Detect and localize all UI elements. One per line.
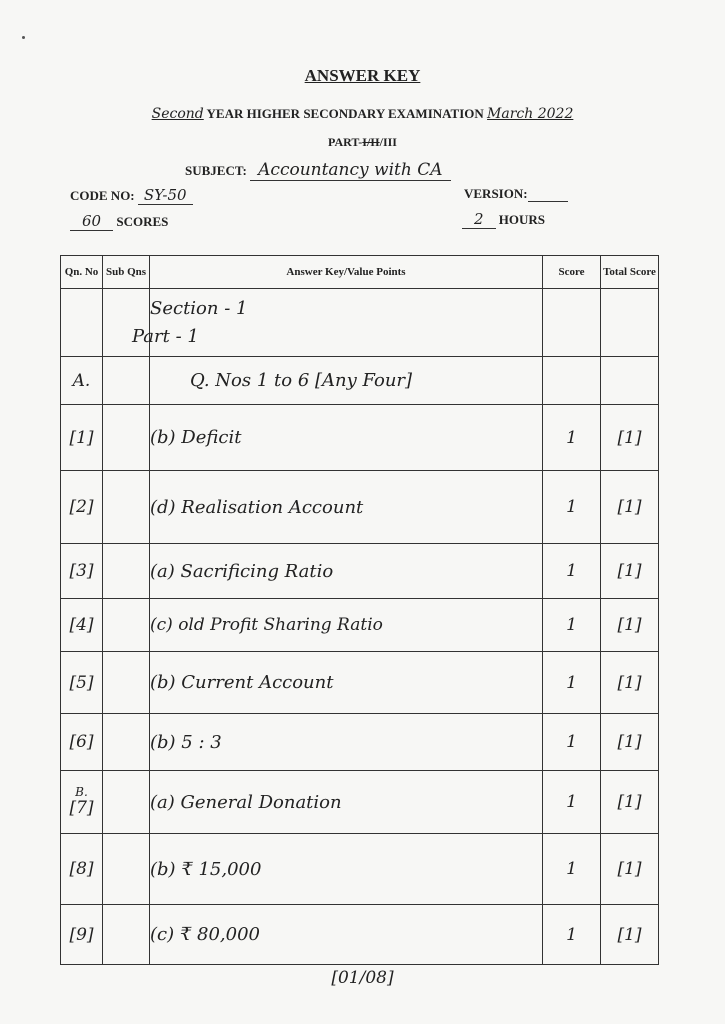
group-b-label: B. <box>75 785 88 799</box>
group-a-instruction: Q. Nos 1 to 6 [Any Four] <box>150 357 543 405</box>
scores-label: SCORES <box>116 214 169 229</box>
table-row: [8] (b) ₹ 15,000 1 [1] <box>61 834 659 905</box>
scores-handwritten: 60 <box>70 212 113 231</box>
page-number: [01/08] <box>331 968 394 988</box>
code-label: CODE NO: <box>70 188 135 203</box>
header-sub-qns: Sub Qns <box>103 256 150 289</box>
group-a-label: A. <box>61 357 103 405</box>
subject-line <box>185 160 451 180</box>
page-title: ANSWER KEY <box>304 66 421 85</box>
hours-handwritten: 2 <box>462 210 496 229</box>
part-line: PART-I/II/III <box>328 135 397 149</box>
version-line <box>464 186 568 202</box>
table-row: B. [7] (a) General Donation 1 [1] <box>61 771 659 834</box>
section-title: Section - 1 <box>150 297 248 319</box>
section-cell <box>132 289 543 357</box>
subject-label: SUBJECT: <box>185 163 247 178</box>
subject-handwritten: Accountancy with CA <box>250 160 450 181</box>
header-qn-no: Qn. No <box>61 256 103 289</box>
table-row: [5] (b) Current Account 1 [1] <box>61 652 659 714</box>
table-row: [3] (a) Sacrificing Ratio 1 [1] <box>61 544 659 599</box>
version-label: VERSION: <box>464 186 528 201</box>
header-total: Total Score <box>601 256 659 289</box>
table-header-row <box>61 256 659 289</box>
header-score: Score <box>543 256 601 289</box>
answer-key-table <box>60 255 659 965</box>
month-handwritten: March 2022 <box>487 106 574 122</box>
table-row: [6] (b) 5 : 3 1 [1] <box>61 714 659 771</box>
year-handwritten: Second <box>151 106 204 122</box>
scan-speck <box>22 36 25 39</box>
table-row: [4] (c) old Profit Sharing Ratio 1 [1] <box>61 599 659 652</box>
part-struck: I/II <box>362 135 380 149</box>
section-row <box>61 289 659 357</box>
exam-text: YEAR HIGHER SECONDARY EXAMINATION <box>206 106 484 121</box>
table-row: [9] (c) ₹ 80,000 1 [1] <box>61 905 659 965</box>
group-a-row <box>61 357 659 405</box>
exam-line <box>0 106 725 122</box>
code-line <box>70 186 193 204</box>
code-handwritten: SY-50 <box>138 186 193 205</box>
hours-label: HOURS <box>498 212 546 227</box>
table-row: [2] (d) Realisation Account 1 [1] <box>61 471 659 544</box>
part-title: Part - 1 <box>132 325 199 347</box>
header-answer: Answer Key/Value Points <box>150 256 543 289</box>
version-blank <box>528 189 568 202</box>
table-row: [1] (b) Deficit 1 [1] <box>61 405 659 471</box>
scores-line <box>70 212 168 230</box>
hours-line <box>462 210 545 228</box>
